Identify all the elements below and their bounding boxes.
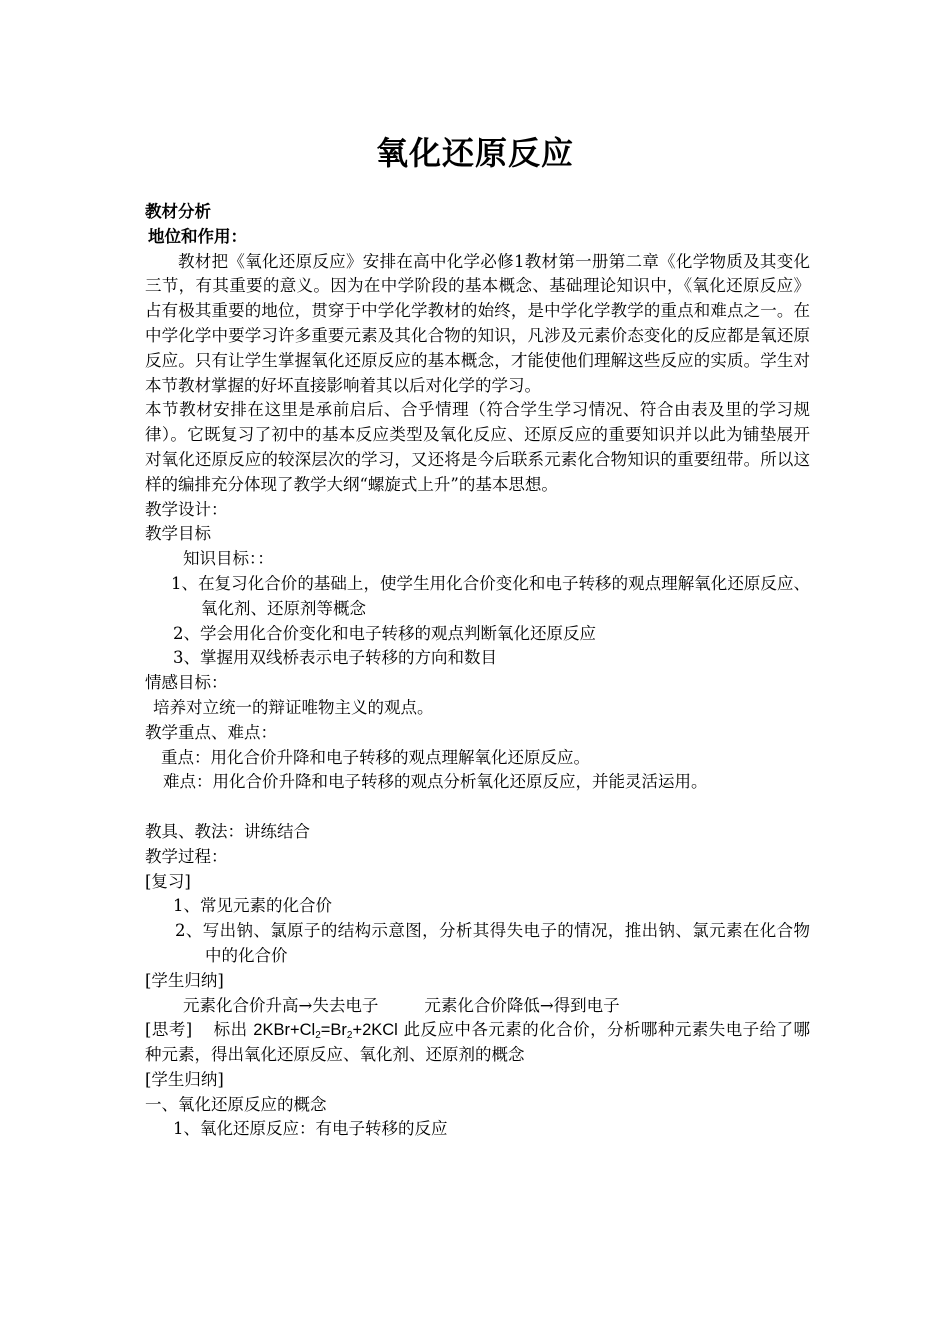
document-body	[145, 200, 810, 1142]
heading-affect-goals: 情感目标：	[145, 673, 228, 693]
think-text: 此反应中各元素的化合价，分析哪种元素失电子给了哪种元素，得出氧化还原反应、氧化剂、还原剂的概念	[145, 1020, 811, 1065]
review-item-2: 2、写出钠、氯原子的结构示意图，分析其得失电子的情况，推出钠、氯元素在化合物中的化合价	[175, 921, 810, 965]
heading-design: 教学设计：	[145, 499, 228, 519]
paragraph-role: 教材把《氧化还原反应》安排在高中化学必修1教材第一册第二章《化学物质及其变化三节，有其重要的意义。因为在中学阶段的基本概念、基础理论知识中，《氧化还原反应》占有极其重要的地位，贯穿于中学化学教材的始终，是中学化学教学的重点和难点之一。在中学化学中要学习许多重要元素及其化合物的知识，凡涉及元素价态变化的反应都是氧还原反应。只有让学生掌握氧化还原反应的基本概念，才能使他们理解这些反应的实质。学生对本节教材掌握的好坏直接影响着其以后对化学的学习。	[145, 251, 810, 395]
affect-goal: 培养对立统一的辩证唯物主义的观点。	[153, 697, 434, 717]
knowledge-goal-1: 1、在复习化合价的基础上，使学生用化合价变化和电子转移的观点理解氧化还原反应、氧化剂、还原剂等概念	[171, 573, 810, 618]
knowledge-goal-3: 3、掌握用双线桥表示电子转移的方向和数目	[173, 648, 497, 668]
label-student-summary: [学生归纳]	[145, 970, 224, 990]
page-title: 氧化还原反应	[375, 134, 574, 172]
heading-analysis: 教材分析	[145, 202, 211, 221]
knowledge-goal-2: 2、学会用化合价变化和电子转移的观点判断氧化还原反应	[173, 623, 596, 643]
rule-increase: 元素化合价升高→失去电子	[183, 995, 379, 1015]
paragraph-arrangement: 本节教材安排在这里是承前启后、合乎情理（符合学生学习情况、符合由表及里的学习规律）。它既复习了初中的基本反应类型及氧化反应、还原反应的重要知识并以此为铺垫展开对氧化还原反应的较深层次的学习，又还将是今后联系元素化合物知识的重要纽带。所以这样的编排充分体现了教学大纲“螺旋式上升”的基本思想。	[145, 400, 810, 494]
heading-goals: 教学目标	[145, 524, 211, 544]
label-review: [复习]	[145, 871, 191, 891]
think-prefix: 标出	[213, 1020, 248, 1040]
valence-rules	[145, 994, 810, 1019]
heading-concept: 一、氧化还原反应的概念	[145, 1094, 327, 1114]
blank-line	[145, 795, 810, 820]
review-item-1: 1、常见元素的化合价	[173, 896, 332, 916]
label-student-summary-2: [学生归纳]	[145, 1069, 224, 1089]
key-point: 重点：用化合价升降和电子转移的观点理解氧化还原反应。	[161, 747, 590, 767]
heading-process: 教学过程：	[145, 846, 228, 866]
label-think: [思考]	[145, 1020, 193, 1040]
heading-knowledge-goals: 知识目标：：	[183, 549, 274, 569]
tools-methods: 教具、教法：讲练结合	[145, 821, 310, 841]
rule-decrease: 元素化合价降低→得到电子	[424, 995, 620, 1015]
heading-role: 地位和作用：	[148, 226, 247, 246]
chemical-equation: $2KBr+Cl_2=Br_2+2KCl$	[253, 1021, 398, 1042]
difficult-point: 难点：用化合价升降和电子转移的观点分析氧化还原反应，并能灵活运用。	[163, 772, 708, 792]
concept-item-1: 1、氧化还原反应：有电子转移的反应	[173, 1119, 448, 1139]
think-question	[145, 1018, 810, 1068]
heading-keypoints: 教学重点、难点：	[145, 722, 277, 742]
